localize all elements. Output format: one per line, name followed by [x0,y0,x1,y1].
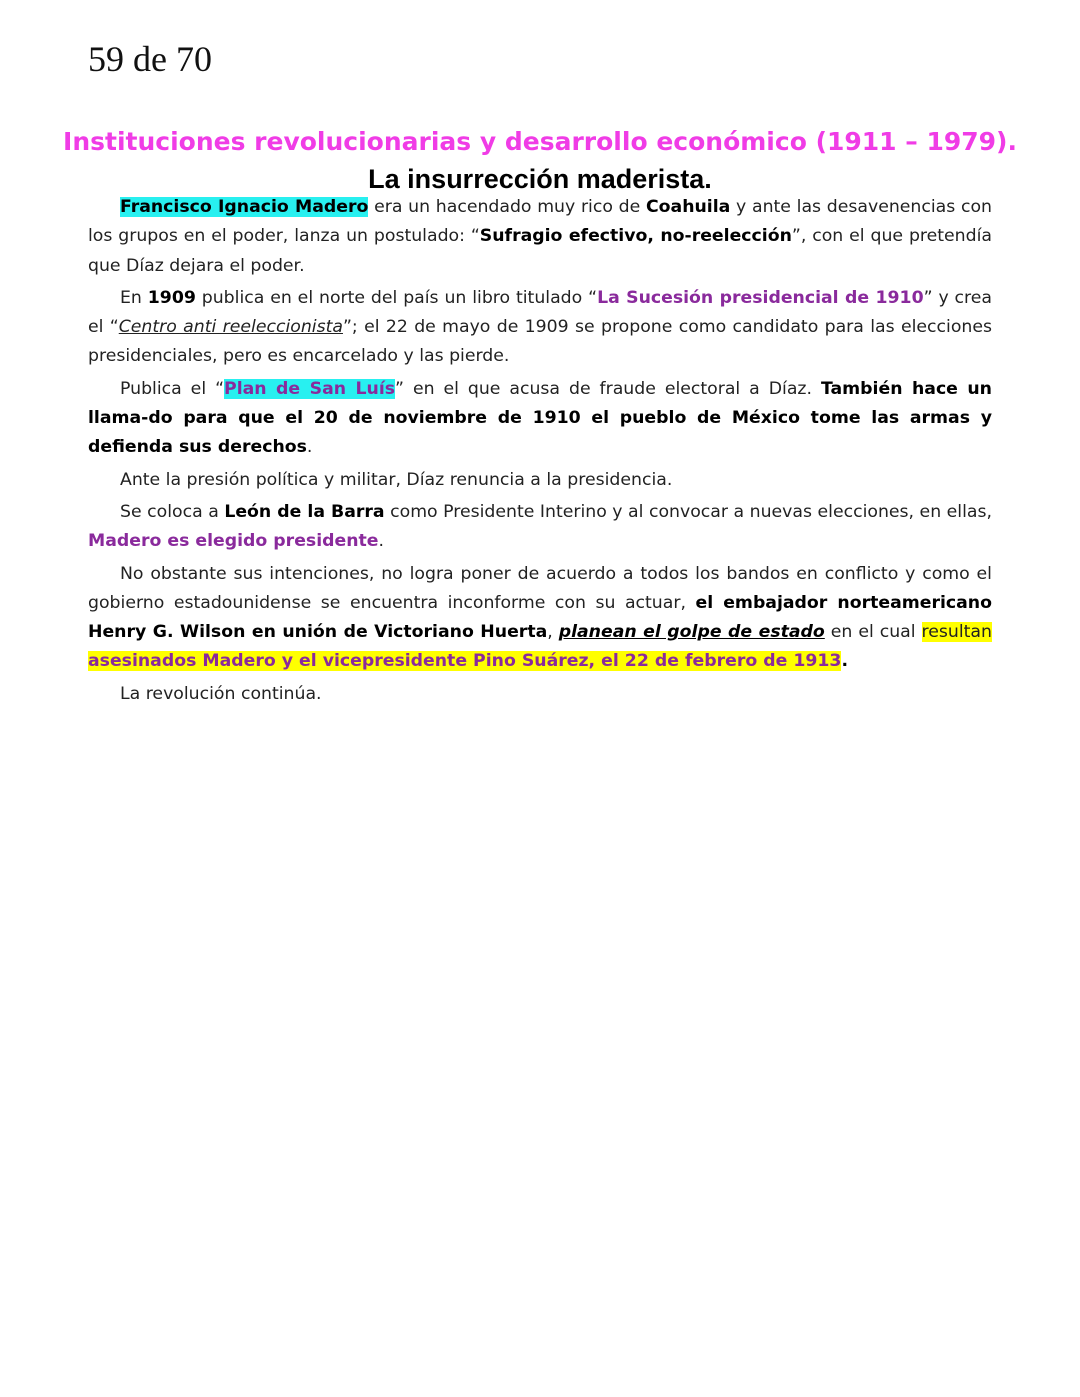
bold-llamado: También hace un llama-do para que el 20 de noviembre de 1910 el pueblo de México tome las armas y defienda sus derechos [88,378,992,458]
text-run: ” y crea el “ [88,287,992,338]
text-run: era un hacendado muy rico de [368,197,646,217]
page-number: 59 de 70 [88,39,212,79]
text-run: . [841,651,849,672]
text-run: ”, con el que pretendía que Díaz dejara el poder. [88,226,992,276]
text-run: publica en el norte del país un libro titulado “ [195,287,598,308]
highlight-plan-san-luis: Plan de San Luís [224,378,396,399]
bold-embajador: el embajador norteamericano Henry G. Wilson en unión de Victoriano Huerta [88,592,992,643]
paragraph-1 [88,193,992,281]
centro-anti-reeleccionista: Centro anti reeleccionista [118,317,343,338]
paragraph-6 [88,560,992,677]
section-subtitle: La insurrección maderista. [368,164,712,194]
text-run: La revolución continúa. [120,683,322,704]
text-run: . [306,437,313,458]
text-run: En [120,287,148,308]
text-run: ”; el 22 de mayo de 1909 se propone como candidato para las elecciones presidenciales, pero es encarcelado y las pierde. [88,317,992,367]
paragraph-2 [88,284,992,372]
text-run: . [378,531,384,552]
madero-elegido: Madero es elegido presidente [88,531,379,552]
text-run: Publica el “ [120,378,225,399]
text-run: y ante las desavenencias con los grupos en el poder, lanza un postulado: “ [88,197,993,247]
text-run: No obstante sus intenciones, no logra poner de acuerdo a todos los bandos en conflicto y como el gobierno estadounidense se encuentra inconforme con su actuar, [88,563,992,613]
bold-leon-de-la-barra: León de la Barra [224,501,385,522]
text-run: Se coloca a [120,501,225,522]
paragraph-5 [88,498,992,557]
text-run: como Presidente Interino y al convocar a nuevas elecciones, en ellas, [384,501,992,522]
paragraph-4 [88,466,992,495]
highlight-madero: Francisco Ignacio Madero [120,197,369,217]
bold-coahuila: Coahuila [645,197,731,217]
paragraph-3 [88,375,992,463]
bold-sufragio: Sufragio efectivo, no-reelección [479,226,792,247]
document-body [88,193,992,712]
paragraph-7 [88,680,992,709]
golpe-de-estado: planean el golpe de estado [558,622,825,643]
highlight-resultan: resultan [921,622,992,643]
bold-1909: 1909 [147,287,196,308]
text-run: en el cual [824,622,922,643]
book-title: La Sucesión presidencial de 1910 [597,287,924,308]
text-run: ” en el que acusa de fraude electoral a Díaz. [395,378,821,399]
text-run: Ante la presión política y militar, Díaz renuncia a la presidencia. [120,469,673,490]
highlight-asesinados: asesinados Madero y el vicepresidente Pino Suárez, el 22 de febrero de 1913 [88,651,842,672]
text-run: , [547,622,559,643]
section-title: Instituciones revolucionarias y desarrollo económico (1911 – 1979). [63,127,1017,156]
